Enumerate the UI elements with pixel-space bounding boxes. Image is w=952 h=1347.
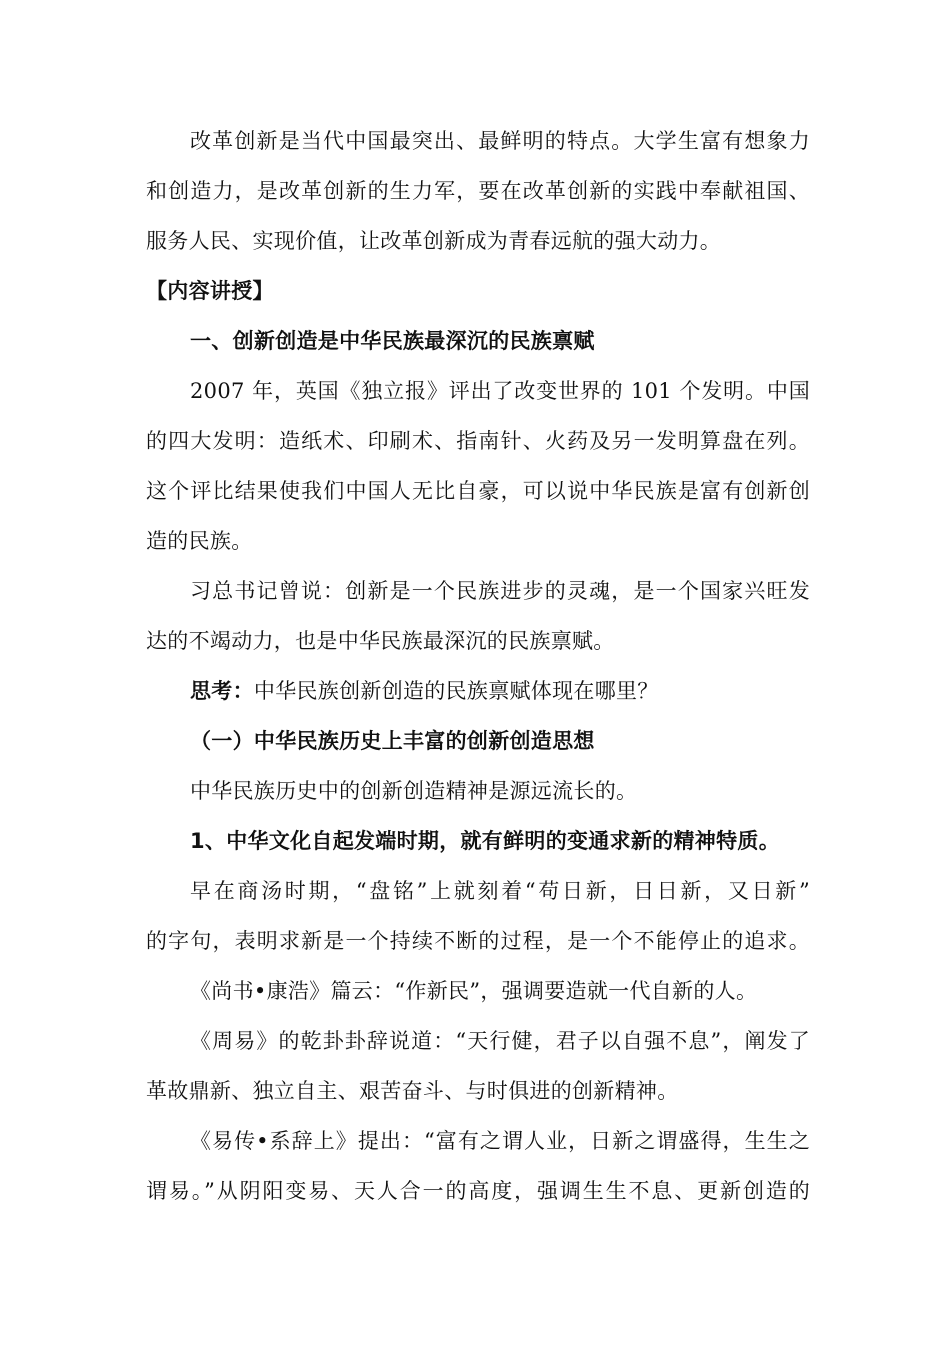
paragraph-zhouyi-line-2: 革故鼎新、独立自主、艰苦奋斗、与时俱进的创新精神。: [146, 1079, 679, 1103]
think-question: [190, 676, 810, 706]
paragraph-2007-line-2: 的四大发明：造纸术、印刷术、指南针、火药及另一发明算盘在列。: [146, 429, 810, 453]
paragraph-history: 中华民族历史中的创新创造精神是源远流长的。: [190, 779, 638, 803]
intro-line-2: 和创造力，是改革创新的生力军，要在改革创新的实践中奉献祖国、: [146, 179, 810, 203]
section-label: 【内容讲授】: [146, 279, 274, 303]
paragraph-2007-line-4: 造的民族。: [146, 529, 253, 553]
think-label: 思考：: [190, 679, 254, 703]
intro-line-1: 改革创新是当代中国最突出、最鲜明的特点。大学生富有想象力: [190, 129, 810, 153]
think-text: 中华民族创新创造的民族禀赋体现在哪里？: [253, 679, 659, 703]
paragraph-xi-line-1: 习总书记曾说：创新是一个民族进步的灵魂，是一个国家兴旺发: [190, 579, 810, 603]
paragraph-zhouyi-line-1: 《周易》的乾卦卦辞说道：“天行健，君子以自强不息”，阐发了: [190, 1029, 810, 1053]
paragraph-shang-line-1: 早在商汤时期，“盘铭”上就刻着“苟日新，日日新，又日新”: [190, 879, 810, 903]
heading-3: 1、中华文化自起发端时期，就有鲜明的变通求新的精神特质。: [190, 829, 781, 853]
paragraph-yizhuan-line-2: 谓易。”从阴阳变易、天人合一的高度，强调生生不息、更新创造的: [146, 1179, 810, 1203]
paragraph-2007-line-3: 这个评比结果使我们中国人无比自豪，可以说中华民族是富有创新创: [146, 479, 810, 503]
heading-1: 一、创新创造是中华民族最深沉的民族禀赋: [190, 329, 595, 353]
paragraph-2007-line-1: 2007 年，英国《独立报》评出了改变世界的 101 个发明。中国: [190, 379, 810, 403]
paragraph-shang-line-2: 的字句，表明求新是一个持续不断的过程，是一个不能停止的追求。: [146, 929, 810, 953]
paragraph-yizhuan-line-1: 《易传•系辞上》提出：“富有之谓人业，日新之谓盛得，生生之: [190, 1129, 810, 1153]
paragraph-xi-line-2: 达的不竭动力，也是中华民族最深沉的民族禀赋。: [146, 629, 615, 653]
heading-2: （一）中华民族历史上丰富的创新创造思想: [190, 729, 595, 753]
paragraph-shangshu: 《尚书•康浩》篇云：“作新民”，强调要造就一代自新的人。: [190, 979, 758, 1003]
intro-line-3: 服务人民、实现价值，让改革创新成为青春远航的强大动力。: [146, 229, 722, 253]
